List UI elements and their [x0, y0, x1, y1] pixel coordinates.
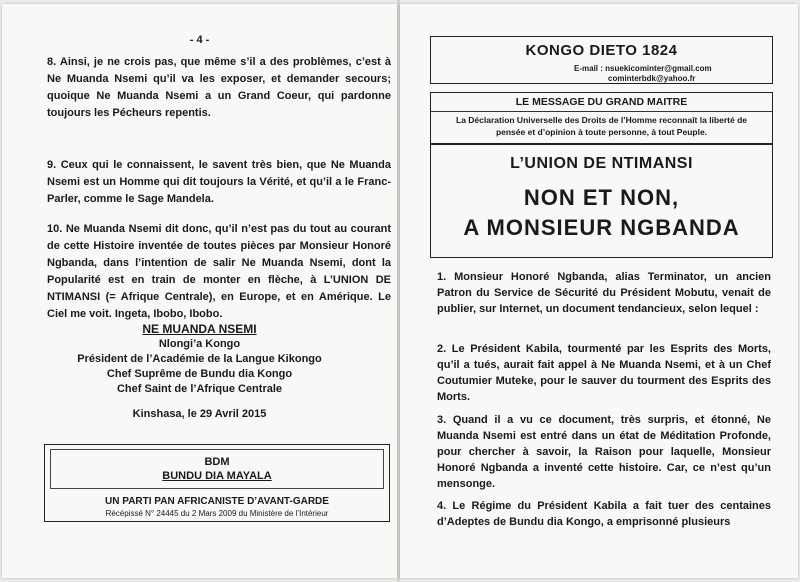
left-page: [2, 4, 397, 578]
signature-date: Kinshasa, le 29 Avril 2015: [132, 408, 267, 420]
signature-title: Nlongi’a Kongo: [158, 338, 241, 350]
signature-role-saint: Chef Saint de l’Afrique Centrale: [116, 383, 283, 395]
bdm-party: UN PARTI PAN AFRICANISTE D’AVANT-GARDE: [105, 496, 329, 507]
bdm-name: BUNDU DIA MAYALA: [162, 470, 272, 482]
paragraph-3: 3. Quand il a vu ce document, très surpris, et étonné, Ne Muanda Nsemi est entré dans un état de Méditation Profonde, pour chercher à savoir, la Raison pour laquelle, Monsieur Honoré Ngbanda a inventé cette histoire. Car, ce n’est qu’un mensonge.: [437, 414, 771, 490]
kongo-title: KONGO DIETO 1824: [525, 42, 678, 59]
union-headline: [431, 183, 772, 243]
kongo-email: [574, 64, 712, 84]
union-box: [430, 144, 773, 258]
page-number: - 4 -: [189, 34, 210, 46]
paragraph-8: 8. Ainsi, je ne crois pas, que même s’il a des problèmes, c’est à Ne Muanda Nsemi qu’il va les exposer, et demander secours; quoique Ne Muanda Nsemi a un Grand Coeur, qui pardonne toujours les Pécheurs repentis.: [47, 56, 391, 119]
message-divider: [431, 111, 772, 112]
bdm-box: [44, 444, 390, 522]
kongo-header-box: [430, 36, 773, 84]
signature-name: NE MUANDA NSEMI: [142, 322, 257, 336]
headline-line-1: NON ET NON,: [523, 185, 680, 210]
email-2: cominterbdk@yahoo.fr: [608, 74, 696, 83]
message-text: La Déclaration Universelle des Droits de l’Homme reconnaît la liberté de pensée et d’opinion à toute personne, à tout Peuple.: [456, 115, 747, 137]
signature-block: [2, 322, 397, 422]
bdm-inner-box: [50, 449, 384, 489]
bdm-abbr: BDM: [204, 456, 230, 468]
paragraph-2: 2. Le Président Kabila, tourmenté par les Esprits des Morts, qu’il a tués, aurait fait appel à Ne Muanda Nsemi, et à un Chef Coutumier Muteke, pour le sauver du tourment des Esprits des Morts.: [437, 343, 771, 403]
paragraph-10: 10. Ne Muanda Nsemi dit donc, qu’il n’est pas du tout au courant de cette Histoire inventée de toutes pièces par Monsieur Honoré Ngbanda, dans l’intention de salir Ne Muanda Nsemi, dont la Popularité est en train de monter en flèche, à L’UNION DE NTIMANSI (= Afrique Centrale), en Europe, et en Amérique. Le Ciel me voit. Ingeta, Ibobo, Ibobo.: [47, 223, 391, 320]
paragraph-1: 1. Monsieur Honoré Ngbanda, alias Terminator, un ancien Patron du Service de Sécurité du Président Mobutu, venait de publier, sur Internet, un document tendancieux, selon lequel :: [437, 271, 771, 315]
paragraph-4: 4. Le Régime du Président Kabila a fait tuer des centaines d’Adeptes de Bundu dia Kongo, a emprisonné plusieurs: [437, 500, 771, 528]
message-title: LE MESSAGE DU GRAND MAITRE: [515, 96, 688, 108]
paragraph-9: 9. Ceux qui le connaissent, le savent très bien, que Ne Muanda Nsemi est un Homme qui dit toujours la Vérité, et qu’il a le Franc-Parler, comme le Sage Mandela.: [47, 159, 391, 205]
email-label: E-mail :: [574, 64, 603, 73]
message-box: [430, 92, 773, 144]
bdm-receipt: Récépissé N° 24445 du 2 Mars 2009 du Ministère de l’Intérieur: [105, 509, 329, 518]
signature-role-chief: Chef Suprême de Bundu dia Kongo: [106, 368, 293, 380]
union-title: L’UNION DE NTIMANSI: [510, 155, 693, 172]
signature-role-academy: Président de l’Académie de la Langue Kikongo: [77, 353, 322, 365]
right-page: [400, 4, 798, 578]
headline-line-2: A MONSIEUR NGBANDA: [463, 215, 740, 240]
email-1: nsuekicominter@gmail.com: [605, 64, 712, 73]
